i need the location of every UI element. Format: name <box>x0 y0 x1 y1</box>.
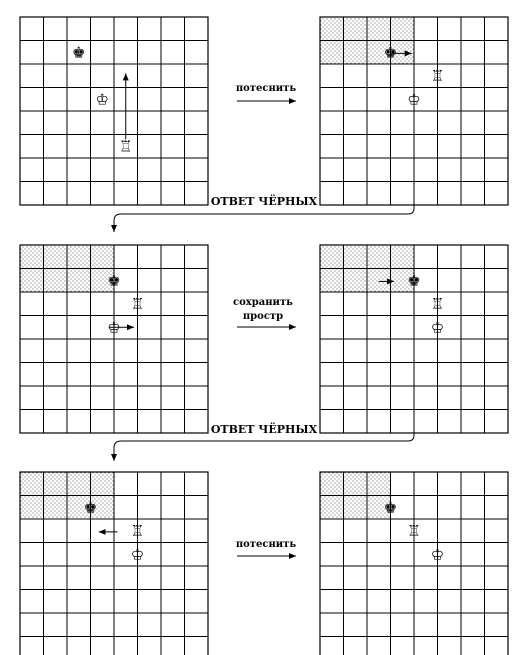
shaded-square <box>91 472 115 496</box>
shaded-square <box>367 245 391 269</box>
shaded-square <box>344 472 368 496</box>
white-rook-icon: ♖ <box>407 521 421 540</box>
black-king-icon: ♚ <box>83 498 98 517</box>
shaded-square <box>367 269 391 293</box>
white-king-icon: ♔ <box>407 90 421 109</box>
white-rook-icon: ♖ <box>430 294 445 313</box>
shaded-square <box>320 269 344 293</box>
shaded-square <box>344 17 368 41</box>
response-1-label: ОТВЕТ ЧЁРНЫХ <box>210 195 318 208</box>
shaded-square <box>320 41 344 65</box>
black-king-icon: ♚ <box>72 43 86 62</box>
step-1-label-group <box>236 83 297 101</box>
black-king-icon: ♚ <box>383 43 398 62</box>
step-1-label: потеснить <box>235 83 297 94</box>
shaded-square <box>44 269 68 293</box>
shaded-square <box>391 17 415 41</box>
black-king-icon: ♚ <box>107 271 121 290</box>
step-3-label-group <box>236 539 297 556</box>
shaded-square <box>44 472 68 496</box>
shaded-square <box>320 17 344 41</box>
shaded-square <box>20 269 44 293</box>
black-king-icon: ♚ <box>407 271 421 290</box>
white-rook-icon: ♖ <box>430 66 445 85</box>
shaded-square <box>320 245 344 269</box>
white-rook-icon: ♖ <box>130 294 145 313</box>
shaded-square <box>91 245 115 269</box>
white-king-icon: ♔ <box>130 545 145 564</box>
shaded-square <box>20 472 44 496</box>
step-3-label: потеснить <box>235 539 297 550</box>
chessboard-2 <box>320 17 508 205</box>
response-2-group <box>114 421 414 461</box>
white-rook-icon: ♖ <box>130 521 145 540</box>
chessboard-1 <box>20 17 208 205</box>
shaded-square <box>67 472 91 496</box>
chessboard-6 <box>320 472 508 655</box>
step-2-label-line-2: простр <box>242 311 284 322</box>
step-2-label-line-1: сохранить <box>233 297 293 308</box>
shaded-square <box>344 245 368 269</box>
shaded-square <box>320 472 344 496</box>
white-king-icon: ♔ <box>107 318 121 337</box>
shaded-square <box>367 17 391 41</box>
white-rook-icon: ♖ <box>119 137 133 156</box>
shaded-square <box>20 496 44 520</box>
shaded-square <box>67 269 91 293</box>
response-1-group <box>114 194 414 232</box>
shaded-square <box>344 496 368 520</box>
white-king-icon: ♔ <box>95 90 109 109</box>
shaded-square <box>20 245 44 269</box>
chessboard-5 <box>20 472 208 655</box>
shaded-square <box>391 245 415 269</box>
shaded-square <box>44 496 68 520</box>
step-2-label-group <box>233 297 296 327</box>
shaded-square <box>367 472 391 496</box>
black-king-icon: ♚ <box>383 498 398 517</box>
white-king-icon: ♔ <box>430 545 445 564</box>
shaded-square <box>320 496 344 520</box>
shaded-square <box>44 245 68 269</box>
shaded-square <box>344 269 368 293</box>
shaded-square <box>67 245 91 269</box>
response-2-label: ОТВЕТ ЧЁРНЫХ <box>210 423 318 436</box>
white-king-icon: ♔ <box>430 318 445 337</box>
shaded-square <box>344 41 368 65</box>
